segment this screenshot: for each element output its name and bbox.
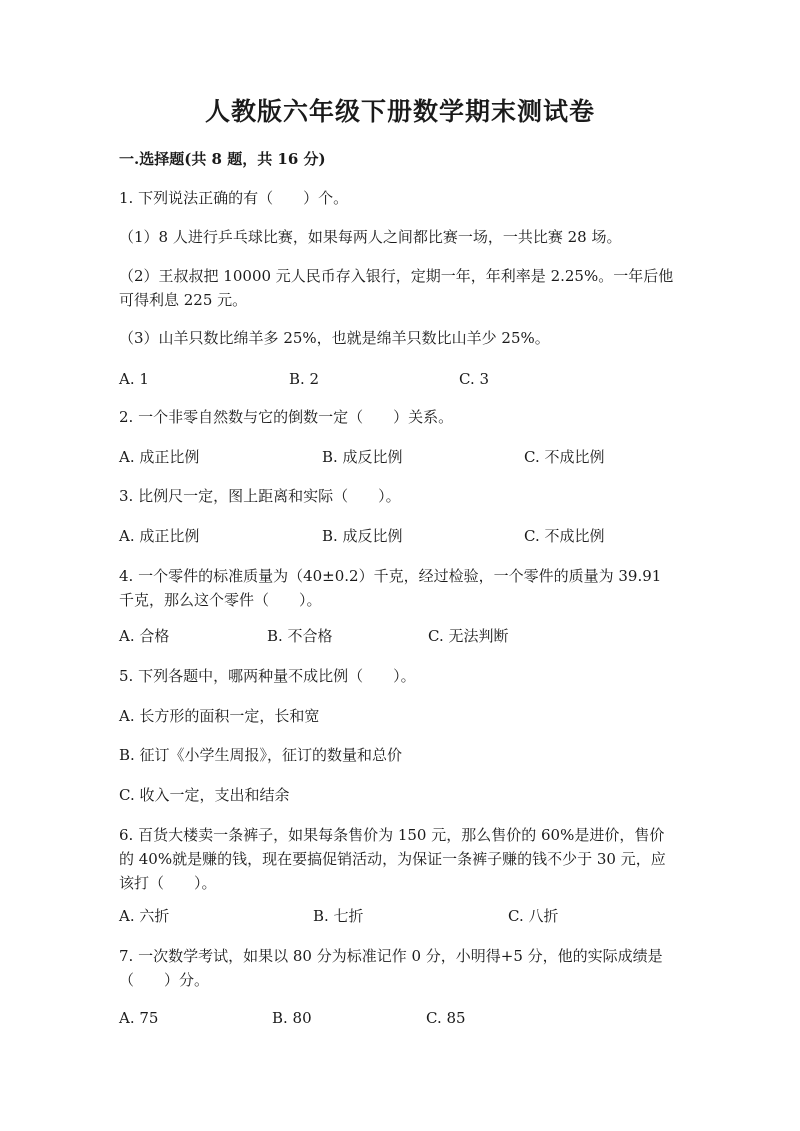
question-2-stem: 2. 一个非零自然数与它的倒数一定（ ）关系。	[119, 408, 454, 426]
question-3-option-c[interactable]: C. 不成比例	[524, 527, 605, 545]
question-3-stem: 3. 比例尺一定，图上距离和实际（ ）。	[119, 487, 401, 505]
question-1-option-c[interactable]: C. 3	[459, 370, 490, 388]
question-5-option-b[interactable]: B. 征订《小学生周报》，征订的数量和总价	[119, 746, 403, 764]
question-3-option-a[interactable]: A. 成正比例	[119, 527, 200, 545]
question-4-stem: 4. 一个零件的标准质量为（40±0.2）千克，经过检验，一个零件的质量为 39.91 千克，那么这个零件（ ）。	[119, 567, 662, 609]
question-4-option-a[interactable]: A. 合格	[119, 627, 170, 645]
question-2-option-c[interactable]: C. 不成比例	[524, 448, 605, 466]
question-3-option-b[interactable]: B. 成反比例	[322, 527, 403, 545]
question-7-option-c[interactable]: C. 85	[426, 1009, 466, 1027]
question-6-option-c[interactable]: C. 八折	[508, 907, 559, 925]
question-5-option-c[interactable]: C. 收入一定，支出和结余	[119, 786, 290, 804]
question-1-option-a[interactable]: A. 1	[119, 370, 149, 388]
page-title: 人教版六年级下册数学期末测试卷	[204, 97, 595, 126]
question-1-statement-3: （3）山羊只数比绵羊多 25%，也就是绵羊只数比山羊少 25%。	[119, 329, 550, 347]
question-6-stem: 6. 百货大楼卖一条裤子，如果每条售价为 150 元，那么售价的 60%是进价，售价的 40%就是赚的钱，现在要搞促销活动，为保证一条裤子赚的钱不少于 30 元，应该打（ ）。	[119, 826, 666, 892]
question-1-option-b[interactable]: B. 2	[289, 370, 320, 388]
question-5-option-a[interactable]: A. 长方形的面积一定，长和宽	[119, 707, 320, 725]
question-7-stem: 7. 一次数学考试，如果以 80 分为标准记作 0 分，小明得+5 分，他的实际成绩是（ ）分。	[119, 947, 663, 989]
question-7-option-b[interactable]: B. 80	[272, 1009, 312, 1027]
question-2-option-a[interactable]: A. 成正比例	[119, 448, 200, 466]
question-2-option-b[interactable]: B. 成反比例	[322, 448, 403, 466]
question-7-option-a[interactable]: A. 75	[119, 1009, 159, 1027]
question-1-statement-1: （1）8 人进行乒乓球比赛，如果每两人之间都比赛一场，一共比赛 28 场。	[119, 228, 622, 246]
question-4-option-c[interactable]: C. 无法判断	[428, 627, 509, 645]
question-5-stem: 5. 下列各题中，哪两种量不成比例（ ）。	[119, 667, 416, 685]
question-6-option-a[interactable]: A. 六折	[119, 907, 170, 925]
question-1-statement-2: （2）王叔叔把 10000 元人民币存入银行，定期一年，年利率是 2.25%。一年后他可得利息 225 元。	[119, 267, 674, 309]
section-heading: 一.选择题(共 8 题，共 16 分)	[119, 150, 326, 168]
question-1-stem: 1. 下列说法正确的有（ ）个。	[119, 189, 349, 207]
question-6-option-b[interactable]: B. 七折	[313, 907, 364, 925]
question-4-option-b[interactable]: B. 不合格	[267, 627, 333, 645]
